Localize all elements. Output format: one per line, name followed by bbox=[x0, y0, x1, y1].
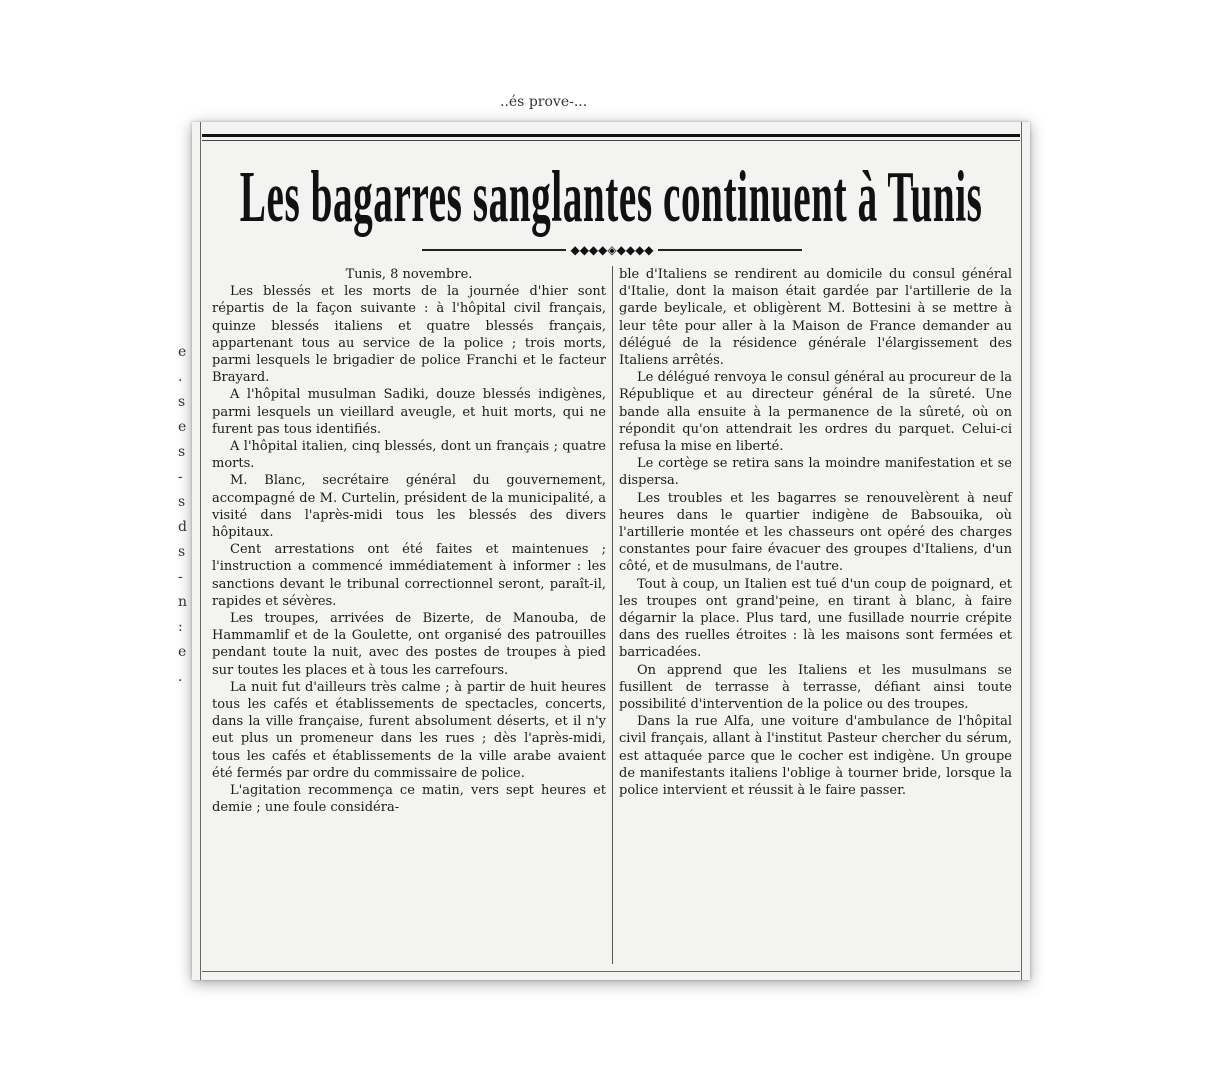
top-rule-thin bbox=[202, 140, 1020, 141]
margin-fragment: e bbox=[178, 644, 187, 660]
margin-fragment: : bbox=[178, 619, 183, 635]
top-rule bbox=[202, 134, 1020, 137]
ornament-divider bbox=[422, 244, 802, 256]
margin-fragment: e bbox=[178, 344, 187, 360]
paragraph: Les troubles et les bagarres se renouvelèrent à neuf heures dans le quartier indigène de Babsouika, où l'artillerie montée et les chasseurs ont opéré des charges constantes pour faire évacuer des groupes d'Italiens, d'un côté, et de musulmans, de l'autre. bbox=[619, 490, 1012, 575]
article-body bbox=[206, 266, 1018, 964]
ornament-line-left bbox=[422, 249, 566, 251]
torn-top-text: ..és prove-... bbox=[500, 94, 588, 110]
right-margin-column bbox=[1021, 122, 1030, 980]
margin-fragment: . bbox=[178, 369, 183, 385]
headline bbox=[200, 152, 1022, 244]
margin-fragment: n bbox=[178, 594, 188, 610]
paragraph: Les blessés et les morts de la journée d'hier sont répartis de la façon suivante : à l'hôpital civil français, quinze blessés italiens et quatre blessés français, appartenant tous au service de la police ; trois morts, parmi lesquels le brigadier de police Franchi et le facteur Brayard. bbox=[212, 284, 606, 386]
column-left bbox=[206, 266, 612, 964]
margin-fragment: - bbox=[178, 469, 183, 485]
column-right bbox=[612, 266, 1018, 964]
paragraph: Le délégué renvoya le consul général au procureur de la République et au directeur général de la sûreté. Une bande alla ensuite à la permanence de la sûreté, où on répondit qu'on attendrait les ordres du parquet. Celui-ci refusa la mise en liberté. bbox=[619, 370, 1012, 455]
newspaper-clipping bbox=[192, 122, 1030, 980]
margin-fragment: e bbox=[178, 419, 187, 435]
paragraph: L'agitation recommença ce matin, vers sept heures et demie ; une foule considéra- bbox=[212, 783, 606, 816]
margin-fragment: s bbox=[178, 444, 186, 460]
margin-fragment: s bbox=[178, 494, 186, 510]
margin-fragment: s bbox=[178, 394, 186, 410]
margin-fragment: s bbox=[178, 544, 186, 560]
paragraph: A l'hôpital musulman Sadiki, douze blessés indigènes, parmi lesquels un vieillard aveugle, et huit morts, qui ne furent pas tous identifiés. bbox=[212, 387, 606, 437]
left-margin-column bbox=[192, 122, 201, 980]
paragraph: On apprend que les Italiens et les musulmans se fusillent de terrasse à terrasse, défiant ainsi toute possibilité d'intervention de la police ou des troupes. bbox=[619, 662, 1012, 713]
paragraph: Dans la rue Alfa, une voiture d'ambulance de l'hôpital civil français, allant à l'institut Pasteur chercher du sérum, est attaquée parce que le cocher est indigène. Un groupe de manifestants italiens l'oblige à tourner bride, lorsque la police intervient et réussit à le faire passer. bbox=[619, 714, 1012, 799]
paragraph: M. Blanc, secrétaire général du gouvernement, accompagné de M. Curtelin, président de la municipalité, a visité dans l'après-midi tous les blessés des divers hôpitaux. bbox=[212, 473, 606, 541]
ornament-glyph: ◆◆◆◆◈◆◆◆◆ bbox=[570, 243, 654, 257]
paragraph: Le cortège se retira sans la moindre manifestation et se dispersa. bbox=[619, 456, 1012, 489]
paragraph: Tout à coup, un Italien est tué d'un coup de poignard, et les troupes ont grand'peine, en tirant à blanc, à faire dégarnir la place. Plus tard, une fusillade nourrie crépite dans des ruelles étroites : là les maisons sont fermées et barricadées. bbox=[619, 576, 1012, 661]
paragraph: A l'hôpital italien, cinq blessés, dont un français ; quatre morts. bbox=[212, 439, 606, 472]
paragraph: ble d'Italiens se rendirent au domicile du consul général d'Italie, dont la maison était gardée par l'artillerie de la garde beylicale, et obligèrent M. Bottesini à se mettre à leur tête pour aller à la Maison de France demander au délégué de la résidence générale l'élargissement des Italiens arrêtés. bbox=[619, 267, 1012, 369]
paragraph: Cent arrestations ont été faites et maintenues ; l'instruction a commencé immédiatement à informer : les sanctions devant le tribunal correctionnel seront, paraît-il, rapides et sévères. bbox=[212, 542, 606, 609]
adjacent-column-fragments bbox=[178, 340, 192, 690]
headline-text: Les bagarres sanglantes continuent à Tunis bbox=[239, 157, 983, 238]
torn-top-fragment bbox=[500, 94, 587, 110]
paragraph: Les troupes, arrivées de Bizerte, de Manouba, de Hammamlif et de la Goulette, ont organisé des patrouilles pendant toute la nuit, avec des postes de troupes à pied sur toutes les places et à tous les carrefours. bbox=[212, 611, 606, 678]
bottom-rule bbox=[202, 971, 1020, 972]
margin-fragment: . bbox=[178, 669, 183, 685]
paragraph: La nuit fut d'ailleurs très calme ; à partir de huit heures tous les cafés et établissements de spectacles, concerts, dans la ville française, furent absolument déserts, et il n'y eut plus un promeneur dans les rues ; dès l'après-midi, tous les cafés et établissements de la ville arabe avaient été fermés par ordre du commissaire de police. bbox=[212, 679, 606, 781]
ornament-line-right bbox=[658, 249, 802, 251]
dateline: Tunis, 8 novembre. bbox=[345, 267, 473, 282]
margin-fragment: - bbox=[178, 569, 183, 585]
margin-fragment: d bbox=[178, 519, 187, 535]
